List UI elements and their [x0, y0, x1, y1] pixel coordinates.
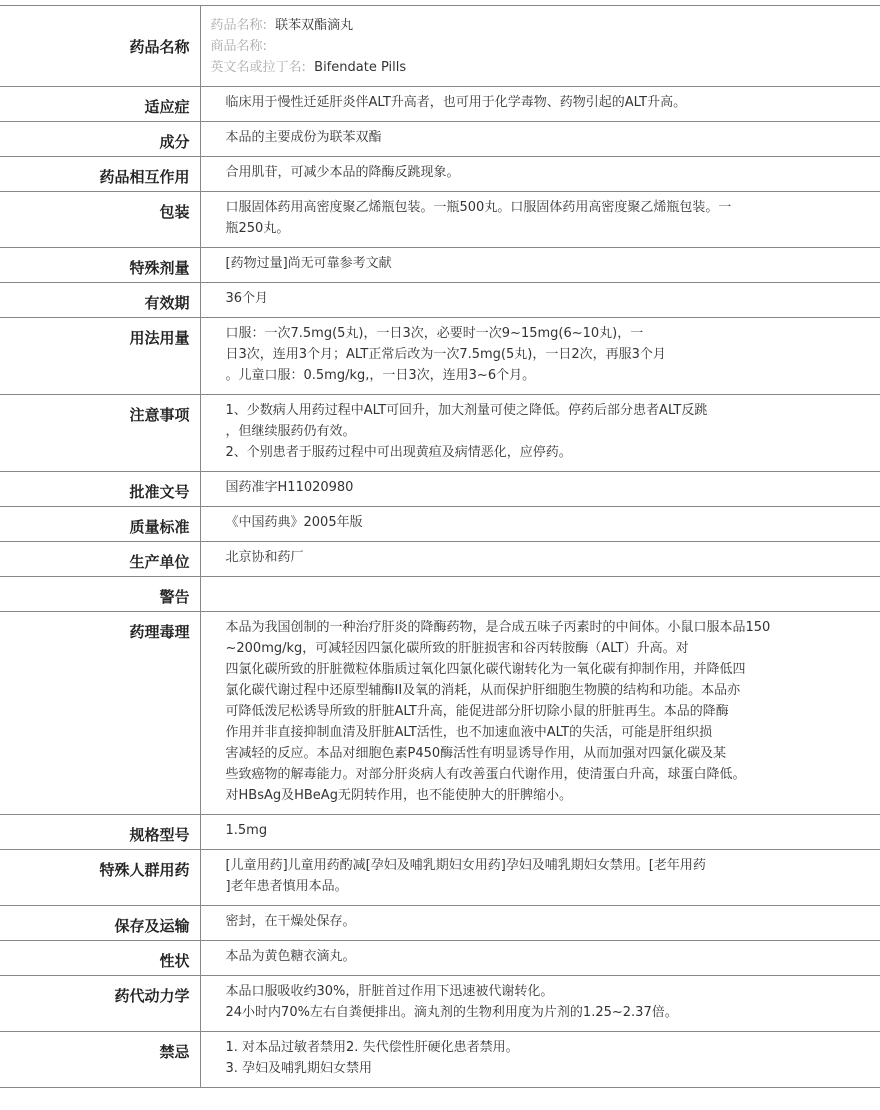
- value-line: 本品的主要成份为联苯双酯: [225, 130, 382, 145]
- value-line: ，但继续服药仍有效。: [225, 424, 356, 439]
- info-row: [0, 248, 880, 283]
- row-value: [200, 122, 880, 157]
- row-label: 性状: [0, 941, 200, 976]
- row-label: 药品相互作用: [0, 157, 200, 192]
- value-line: 些致癌物的解毒能力。对部分肝炎病人有改善蛋白代谢作用，使清蛋白升高，球蛋白降低。: [225, 767, 746, 782]
- row-value: [200, 1032, 880, 1088]
- value-line: [药物过量]尚无可靠参考文献: [225, 256, 392, 271]
- info-row: [0, 906, 880, 941]
- row-value: [200, 6, 880, 87]
- row-value: [200, 248, 880, 283]
- generic-name-key: 药品名称:: [210, 18, 267, 33]
- value-line: 24小时内70%左右自粪便排出。滴丸剂的生物利用度为片剂的1.25~2.37倍。: [225, 1005, 678, 1020]
- info-row: [0, 395, 880, 472]
- info-row: [0, 318, 880, 395]
- row-value: [200, 612, 880, 815]
- info-row: [0, 192, 880, 248]
- row-value: [200, 507, 880, 542]
- row-label: 药代动力学: [0, 976, 200, 1032]
- row-label: 有效期: [0, 283, 200, 318]
- row-value: [200, 395, 880, 472]
- english-name-line: [211, 57, 861, 78]
- info-row: [0, 542, 880, 577]
- value-line: 瓶250丸。: [225, 221, 290, 236]
- value-line: 本品口服吸收约30%，肝脏首过作用下迅速被代谢转化。: [225, 984, 554, 999]
- value-line: 本品为我国创制的一种治疗肝炎的降酶药物，是合成五味子丙素时的中间体。小鼠口服本品150: [225, 620, 771, 635]
- value-line: 日3次，连用3个月；ALT正常后改为一次7.5mg(5丸)，一日2次，再服3个月: [225, 347, 666, 362]
- value-line: 1、少数病人用药过程中ALT可回升，加大剂量可使之降低。停药后部分患者ALT反跳: [225, 403, 708, 418]
- row-value: [200, 577, 880, 612]
- generic-name-value: 联苯双酯滴丸: [275, 18, 354, 33]
- row-label: 禁忌: [0, 1032, 200, 1088]
- row-value: [200, 472, 880, 507]
- row-value: [200, 157, 880, 192]
- info-row: [0, 612, 880, 815]
- row-label: 批准文号: [0, 472, 200, 507]
- value-line: [儿童用药]儿童用药酌减[孕妇及哺乳期妇女用药]孕妇及哺乳期妇女禁用。[老年用药: [225, 858, 706, 873]
- value-line: 合用肌苷，可减少本品的降酶反跳现象。: [225, 165, 460, 180]
- value-line: 氯化碳代谢过程中还原型辅酶II及氧的消耗，从而保护肝细胞生物膜的结构和功能。本品亦: [225, 683, 741, 698]
- info-row: [0, 941, 880, 976]
- value-line: 口服：一次7.5mg(5丸)，一日3次，必要时一次9~15mg(6~10丸)，一: [225, 326, 644, 341]
- value-line: 密封，在干燥处保存。: [225, 914, 356, 929]
- row-value: [200, 192, 880, 248]
- row-value: [200, 850, 880, 906]
- value-line: 对HBsAg及HBeAg无阴转作用，也不能使肿大的肝脾缩小。: [225, 788, 572, 803]
- generic-name-line: [211, 15, 861, 36]
- value-line: ~200mg/kg，可减轻因四氯化碳所致的肝脏损害和谷丙转胺酶（ALT）升高。对: [225, 641, 689, 656]
- value-line: 本品为黄色糖衣滴丸。: [225, 949, 356, 964]
- value-line: 2、个别患者于服药过程中可出现黄疸及病情恶化，应停药。: [225, 445, 572, 460]
- row-value: [200, 87, 880, 122]
- value-line: 口服固体药用高密度聚乙烯瓶包装。一瓶500丸。口服固体药用高密度聚乙烯瓶包装。一: [225, 200, 732, 215]
- row-label: 适应症: [0, 87, 200, 122]
- row-value: [200, 815, 880, 850]
- drug-info-body: [0, 6, 880, 1088]
- info-row: [0, 472, 880, 507]
- row-label: 注意事项: [0, 395, 200, 472]
- row-value: [200, 542, 880, 577]
- row-label: 质量标准: [0, 507, 200, 542]
- value-line: 临床用于慢性迁延肝炎伴ALT升高者，也可用于化学毒物、药物引起的ALT升高。: [225, 95, 687, 110]
- row-value: [200, 318, 880, 395]
- value-line: 害减轻的反应。本品对细胞色素P450酶活性有明显诱导作用，从而加强对四氯化碳及某: [225, 746, 727, 761]
- value-line: 3. 孕妇及哺乳期妇女禁用: [225, 1061, 373, 1076]
- info-row: [0, 577, 880, 612]
- row-label: 成分: [0, 122, 200, 157]
- info-row: [0, 850, 880, 906]
- info-row: [0, 122, 880, 157]
- value-line: 四氯化碳所致的肝脏微粒体脂质过氧化四氯化碳代谢转化为一氧化碳有抑制作用，并降低四: [225, 662, 746, 677]
- value-line: [226, 582, 861, 603]
- drug-info-table: [0, 5, 880, 1088]
- value-line: 。儿童口服：0.5mg/kg,，一日3次，连用3~6个月。: [225, 368, 536, 383]
- info-row: [0, 815, 880, 850]
- value-line: 1.5mg: [225, 823, 268, 838]
- row-value: [200, 906, 880, 941]
- row-label: 特殊剂量: [0, 248, 200, 283]
- value-line: 可降低泼尼松诱导所致的肝脏ALT升高，能促进部分肝切除小鼠的肝脏再生。本品的降酶: [225, 704, 729, 719]
- value-line: 1. 对本品过敏者禁用2. 失代偿性肝硬化患者禁用。: [225, 1040, 519, 1055]
- value-line: 《中国药典》2005年版: [225, 515, 363, 530]
- row-label: 药理毒理: [0, 612, 200, 815]
- row-label: 保存及运输: [0, 906, 200, 941]
- english-name-value: Bifendate Pills: [314, 60, 407, 75]
- info-row: [0, 157, 880, 192]
- row-label: 用法用量: [0, 318, 200, 395]
- value-line: 北京协和药厂: [225, 550, 304, 565]
- row-label: 包装: [0, 192, 200, 248]
- row-value: [200, 283, 880, 318]
- row-label: 规格型号: [0, 815, 200, 850]
- row-label: 特殊人群用药: [0, 850, 200, 906]
- row-label: 警告: [0, 577, 200, 612]
- trade-name-line: [211, 36, 861, 57]
- row-label: 药品名称: [0, 6, 200, 87]
- info-row: [0, 283, 880, 318]
- row-label: 生产单位: [0, 542, 200, 577]
- row-drug-name: [0, 6, 880, 87]
- info-row: [0, 976, 880, 1032]
- info-row: [0, 507, 880, 542]
- value-line: 国药准字H11020980: [225, 480, 354, 495]
- value-line: ]老年患者慎用本品。: [225, 879, 348, 894]
- row-value: [200, 941, 880, 976]
- info-row: [0, 87, 880, 122]
- row-value: [200, 976, 880, 1032]
- value-line: 36个月: [225, 291, 269, 306]
- value-line: 作用并非直接抑制血清及肝脏ALT活性，也不加速血液中ALT的失活，可能是肝组织损: [225, 725, 713, 740]
- info-row: [0, 1032, 880, 1088]
- english-name-key: 英文名或拉丁名:: [210, 60, 306, 75]
- trade-name-key: 商品名称:: [210, 39, 267, 54]
